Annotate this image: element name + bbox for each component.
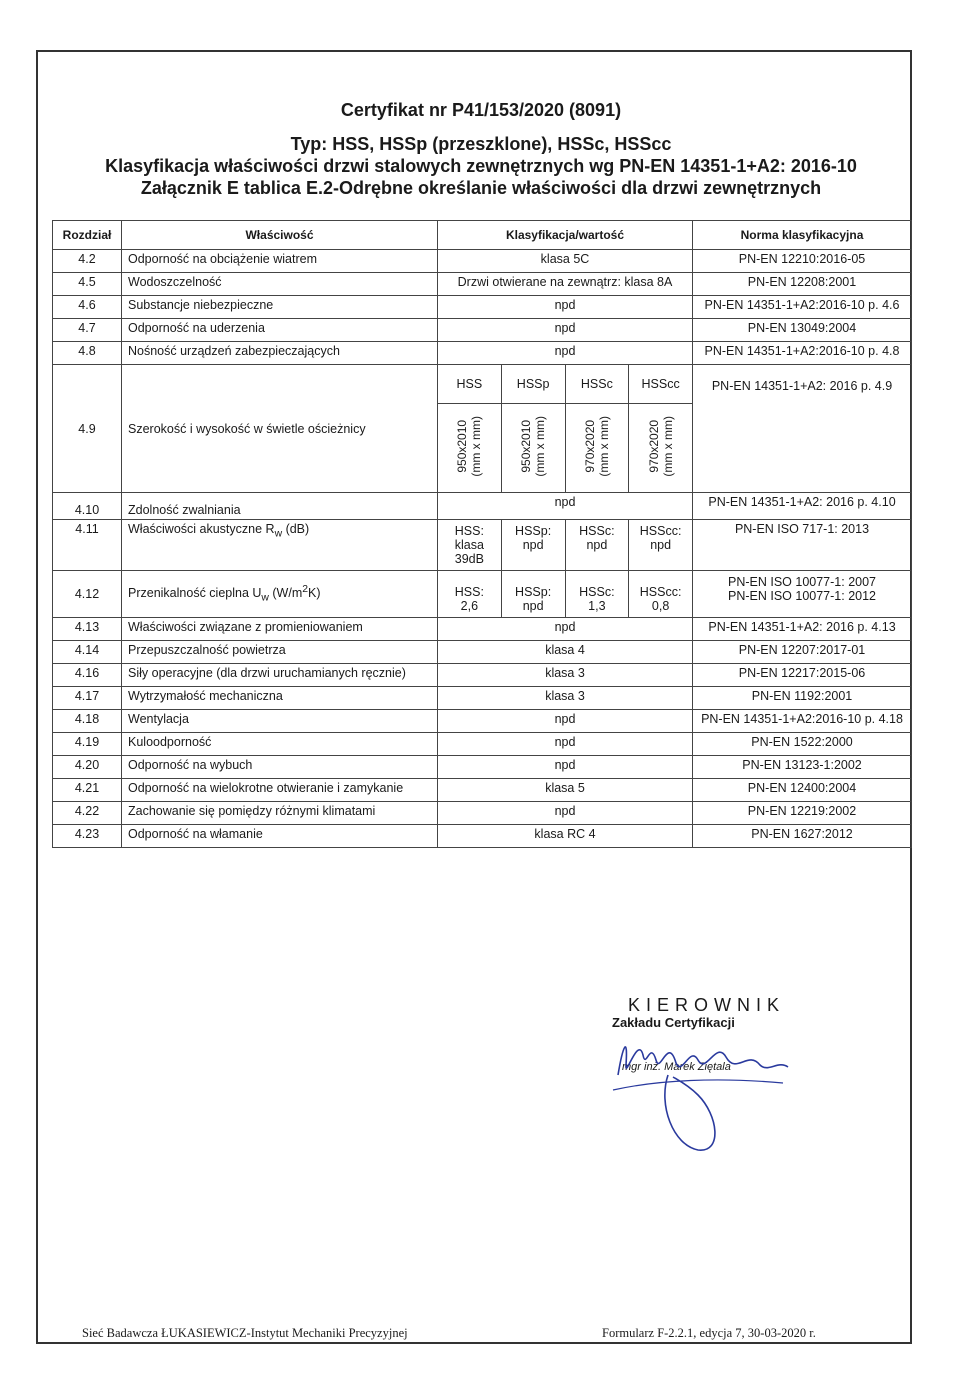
table-body-top <box>53 250 912 365</box>
thermal-hssp: HSSp: npd <box>501 571 565 618</box>
table-row <box>53 756 912 779</box>
row-norm: PN-EN 14351-1+A2:2016-10 p. 4.18 <box>693 710 912 733</box>
row-value: npd <box>438 319 693 342</box>
row-section: 4.8 <box>53 342 122 365</box>
row-property: Właściwości związane z promieniowaniem <box>122 618 438 641</box>
table-row <box>53 273 912 296</box>
row-section: 4.9 <box>53 365 122 493</box>
table-row <box>53 733 912 756</box>
row-section: 4.20 <box>53 756 122 779</box>
table-row <box>53 618 912 641</box>
table-row <box>53 825 912 848</box>
row-norm: PN-EN ISO 717-1: 2013 <box>693 520 912 571</box>
row-property: Odporność na włamanie <box>122 825 438 848</box>
dim-hsscc: 970x2020 (mm x mm) <box>629 404 693 493</box>
table-row <box>53 802 912 825</box>
row-norm: PN-EN 14351-1+A2: 2016 p. 4.13 <box>693 618 912 641</box>
type-hss: HSS <box>438 365 502 404</box>
row-property: Nośność urządzeń zabezpieczających <box>122 342 438 365</box>
dim-hssc: 970x2020 (mm x mm) <box>565 404 629 493</box>
table-row <box>53 779 912 802</box>
dim-hss: 950x2010 (mm x mm) <box>438 404 502 493</box>
row-section: 4.5 <box>53 273 122 296</box>
row-property: Przepuszczalność powietrza <box>122 641 438 664</box>
row-section: 4.16 <box>53 664 122 687</box>
stamp-name: mgr inż. Marek Ziętala <box>622 1061 731 1073</box>
acoustic-hssp: HSSp: npd <box>501 520 565 571</box>
row-value: klasa 3 <box>438 664 693 687</box>
table-row <box>53 520 912 571</box>
row-norm: PN-EN 12219:2002 <box>693 802 912 825</box>
table-row <box>53 493 912 520</box>
row-norm: PN-EN 14351-1+A2: 2016 p. 4.10 <box>693 493 912 520</box>
row-section: 4.2 <box>53 250 122 273</box>
row-norm: PN-EN 12217:2015-06 <box>693 664 912 687</box>
row-section: 4.12 <box>53 571 122 618</box>
type-hssp: HSSp <box>501 365 565 404</box>
row-property: Wytrzymałość mechaniczna <box>122 687 438 710</box>
row-value: Drzwi otwierane na zewnątrz: klasa 8A <box>438 273 693 296</box>
stamp-department: Zakładu Certyfikacji <box>612 1015 735 1030</box>
row-norm: PN-EN 14351-1+A2:2016-10 p. 4.8 <box>693 342 912 365</box>
row-norm: PN-EN 13049:2004 <box>693 319 912 342</box>
row-section: 4.22 <box>53 802 122 825</box>
handwritten-signature <box>598 1005 798 1155</box>
row-section: 4.11 <box>53 520 122 571</box>
row-section: 4.6 <box>53 296 122 319</box>
acoustic-hss: HSS: klasa 39dB <box>438 520 502 571</box>
table-row <box>53 365 912 404</box>
footer-institute: Sieć Badawcza ŁUKASIEWICZ-Instytut Mechaniki Precyzyjnej <box>82 1326 408 1340</box>
row-property: Odporność na uderzenia <box>122 319 438 342</box>
row-section: 4.14 <box>53 641 122 664</box>
row-section: 4.17 <box>53 687 122 710</box>
table-row <box>53 319 912 342</box>
row-norm: PN-EN 1192:2001 <box>693 687 912 710</box>
row-norm: PN-EN 12210:2016-05 <box>693 250 912 273</box>
table-row <box>53 342 912 365</box>
row-norm: PN-EN 14351-1+A2: 2016 p. 4.9 <box>693 365 912 493</box>
table-row <box>53 710 912 733</box>
row-value: npd <box>438 733 693 756</box>
row-norm: PN-EN 12207:2017-01 <box>693 641 912 664</box>
table-row <box>53 296 912 319</box>
row-property: Kuloodporność <box>122 733 438 756</box>
table-row <box>53 571 912 618</box>
row-value: npd <box>438 802 693 825</box>
row-norm: PN-EN 1522:2000 <box>693 733 912 756</box>
row-value: npd <box>438 710 693 733</box>
row-property: Wodoszczelność <box>122 273 438 296</box>
row-property: Zdolność zwalniania <box>122 493 438 520</box>
properties-table <box>52 220 912 848</box>
row-section: 4.18 <box>53 710 122 733</box>
row-norm: PN-EN ISO 10077-1: 2007 PN-EN ISO 10077-1: 2012 <box>693 571 912 618</box>
row-value: npd <box>438 618 693 641</box>
type-hssc: HSSc <box>565 365 629 404</box>
row-value: npd <box>438 342 693 365</box>
table-row <box>53 641 912 664</box>
row-property: Szerokość i wysokość w świetle ościeżnicy <box>122 365 438 493</box>
row-value: klasa 5C <box>438 250 693 273</box>
header-property: Właściwość <box>122 221 438 250</box>
row-property: Właściwości akustyczne $R_w$ (dB) <box>122 520 438 571</box>
acoustic-hssc: HSSc: npd <box>565 520 629 571</box>
header-section: Rozdział <box>53 221 122 250</box>
table-body-middle <box>53 365 912 618</box>
thermal-hssc: HSSc: 1,3 <box>565 571 629 618</box>
table-row <box>53 687 912 710</box>
row-section: 4.13 <box>53 618 122 641</box>
header-norm: Norma klasyfikacyjna <box>693 221 912 250</box>
row-value: npd <box>438 296 693 319</box>
row-section: 4.19 <box>53 733 122 756</box>
row-value: klasa 4 <box>438 641 693 664</box>
type-line: Typ: HSS, HSSp (przeszklone), HSSc, HSScc <box>290 134 672 154</box>
row-property: Przenikalność cieplna $U_w$ $(W/m^2K)$ <box>122 571 438 618</box>
row-property: Odporność na wybuch <box>122 756 438 779</box>
row-section: 4.21 <box>53 779 122 802</box>
stamp-title: KIEROWNIK <box>628 995 786 1015</box>
classification-line: Klasyfikacja właściwości drzwi stalowych zewnętrznych wg PN-EN 14351-1+A2: 2016-10 <box>105 156 857 176</box>
row-section: 4.7 <box>53 319 122 342</box>
table-row <box>53 664 912 687</box>
row-property: Zachowanie się pomiędzy różnymi klimatami <box>122 802 438 825</box>
row-property: Odporność na wielokrotne otwieranie i zamykanie <box>122 779 438 802</box>
row-section: 4.23 <box>53 825 122 848</box>
row-norm: PN-EN 1627:2012 <box>693 825 912 848</box>
dim-hssp: 950x2010 (mm x mm) <box>501 404 565 493</box>
row-section: 4.10 <box>53 493 122 520</box>
row-property: Wentylacja <box>122 710 438 733</box>
acoustic-hsscc: HSScc: npd <box>629 520 693 571</box>
row-value: npd <box>438 756 693 779</box>
row-norm: PN-EN 14351-1+A2:2016-10 p. 4.6 <box>693 296 912 319</box>
document-header <box>36 100 926 199</box>
row-property: Siły operacyjne (dla drzwi uruchamianych ręcznie) <box>122 664 438 687</box>
row-property: Substancje niebezpieczne <box>122 296 438 319</box>
thermal-hsscc: HSScc: 0,8 <box>629 571 693 618</box>
type-hsscc: HSScc <box>629 365 693 404</box>
footer-form-number: Formularz F-2.2.1, edycja 7, 30-03-2020 r. <box>602 1326 816 1340</box>
table-body-bottom <box>53 618 912 848</box>
row-norm: PN-EN 12400:2004 <box>693 779 912 802</box>
thermal-hss: HSS: 2,6 <box>438 571 502 618</box>
annex-line: Załącznik E tablica E.2-Odrębne określanie właściwości dla drzwi zewnętrznych <box>140 178 822 198</box>
header-classification: Klasyfikacja/wartość <box>438 221 693 250</box>
certificate-title: Certyfikat nr P41/153/2020 (8091) <box>340 100 622 120</box>
row-value: npd <box>438 493 693 520</box>
table-row <box>53 250 912 273</box>
row-property: Odporność na obciążenie wiatrem <box>122 250 438 273</box>
row-norm: PN-EN 12208:2001 <box>693 273 912 296</box>
row-value: klasa 5 <box>438 779 693 802</box>
row-norm: PN-EN 13123-1:2002 <box>693 756 912 779</box>
row-value: klasa RC 4 <box>438 825 693 848</box>
row-value: klasa 3 <box>438 687 693 710</box>
table-header-row <box>53 221 912 250</box>
